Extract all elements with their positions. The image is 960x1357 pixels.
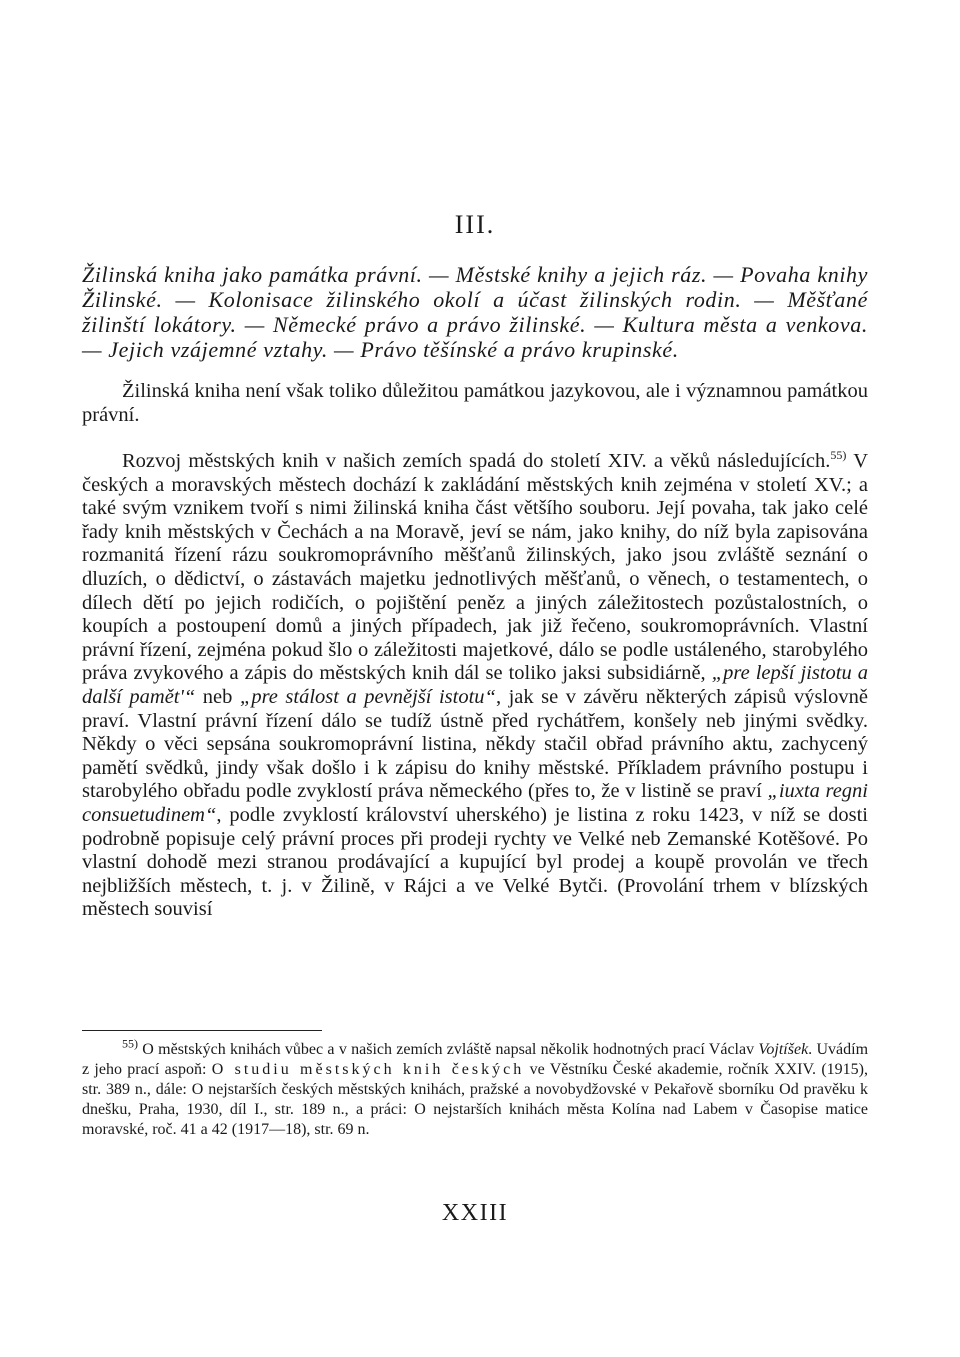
- summary-topic: Kultura města a venkova.: [622, 312, 868, 337]
- page-number: XXIII: [441, 1200, 509, 1226]
- intro-paragraph: Žilinská kniha není však toliko důležitou památkou jazykovou, ale i významnou památkou právní.: [82, 380, 868, 426]
- main-text: [82, 450, 868, 922]
- body-text: , jak se v závěru některých zápisů výslovně praví. Vlastní právní řízení dálo se tudíž ústně před rychátřem, konšely neb jinými svědky. Někdy o věci sepsána soukromoprávní listina, někdy stačil obřad právního aktu, zachycený pamětí svědků, jindy však došlo i k zápisu do knihy městské. Příkladem právního postupu i starobylého obřadu podle zvyklostí práva německého (přes to, že v listině se praví: [82, 685, 868, 803]
- body-text: neb: [195, 685, 240, 708]
- footnote-author: Vojtíšek: [758, 1041, 809, 1058]
- summary-topic: Německé právo a právo žilinské.: [273, 312, 587, 337]
- footnote-text: O městských knihách vůbec a v našich zemích zvláště napsal několik hodnotných prací Václav: [138, 1041, 759, 1058]
- quotation: „iuxta regni consuetudinem“: [82, 780, 868, 826]
- body-text: , podle zvyklostí království uherského) je listina z roku 1423, v níž se dosti podrobně popisuje celý právní proces při prodeji rychty ve Velké neb Zemanské Kotěšové. Po vlastní dohodě mezi stranou prodávající a kupující byl prodej a koupě provolán ve třech nejbližších městech, t. j. v Žilině, v Rájci a ve Velké Bytči. (Provolání trhem v blízských městech souvisí: [82, 803, 868, 921]
- footnote-text: . Uvádím z jeho prací aspoň:: [82, 1041, 869, 1078]
- chapter-summary: Žilinská kniha jako památka právní. — Městské knihy a jejich ráz. — Povaha knihy Žilinské. — Kolonisace žilinského okolí a účast žilinských rodin. — Měšťané žilinští lokátory. — Německé právo a právo žilinské. — Kultura města a venkova. — Jejich vzájemné vztahy. — Právo těšínské a právo krupinské.: [82, 262, 869, 362]
- body-paragraph: [82, 450, 868, 922]
- footnote-spaced-title: O studiu městských knih českých: [211, 1061, 525, 1078]
- summary-topic: Jejich vzájemné vztahy.: [108, 337, 328, 362]
- footnote: [82, 1036, 869, 1140]
- quotation: „pre stálost a pevnější istotu“: [239, 685, 496, 708]
- summary-topic: Právo těšínské a právo krupinské.: [360, 337, 679, 362]
- summary-topic: Kolonisace žilinského okolí a účast žilinských rodin.: [208, 287, 742, 312]
- summary-topic: Městské knihy a jejich ráz.: [455, 262, 708, 287]
- footnote-text: ve Věstníku České akademie, ročník XXIV. (1915), str. 389 n., dále: O nejstarších českých městských knihách, pražské a novobydžovské v Pekařově sborníku Od pravěku k dnešku, Praha, 1930, díl I., str. 189 n., a práci: O nejstarších knihách města Kolína nad Labem v Časopise matice moravské, roč. 41 a 42 (1917—18), str. 69 n.: [82, 1061, 868, 1138]
- summary-topic: Měšťané žilinští lokátory.: [82, 287, 868, 337]
- body-text: V českých a moravských městech dochází k zakládání městských knih zejména v století XV.; a také svým vznikem tvoří s nimi žilinská kniha část většího souboru. Její povaha, tak jako celé řady knih městských v Čechách a na Moravě, jeví se nám, jako knihy, do níž byla zapisována rozmanitá řízení rázu soukromoprávního měšťanů žilinských, jako jsou zvláště seznání o dluzích, o dědictví, o zástavách majetku jednotlivých měšťanů, o věnech, o testamentech, o dílech dětí po jejich rodičích, o pojištění peněz a jiných záležitostech pozůstalostních, o koupích a postoupení domů a jiných případech, jak již řečeno, soukromoprávních. Vlastní právní řízení, zejména pokud šlo o záležitosti majetkové, dálo se podle ustáleného, starobylého práva zvykového a zápis do městských knih dál se toliko jaksi subsidiárně,: [82, 450, 869, 685]
- summary-topic: Povaha knihy Žilinské.: [82, 262, 869, 312]
- footnote-number: 55): [122, 1036, 138, 1051]
- quotation: „pre lepší jistotu a další pamět'“: [82, 662, 869, 708]
- chapter-number: III.: [454, 210, 496, 239]
- footnote-reference[interactable]: 55): [830, 448, 847, 463]
- body-text: Rozvoj městských knih v našich zemích spadá do století XIV. a věků následujících.: [122, 450, 831, 472]
- footnote-divider: [82, 1030, 322, 1031]
- summary-topic: Žilinská kniha jako památka právní.: [82, 262, 423, 287]
